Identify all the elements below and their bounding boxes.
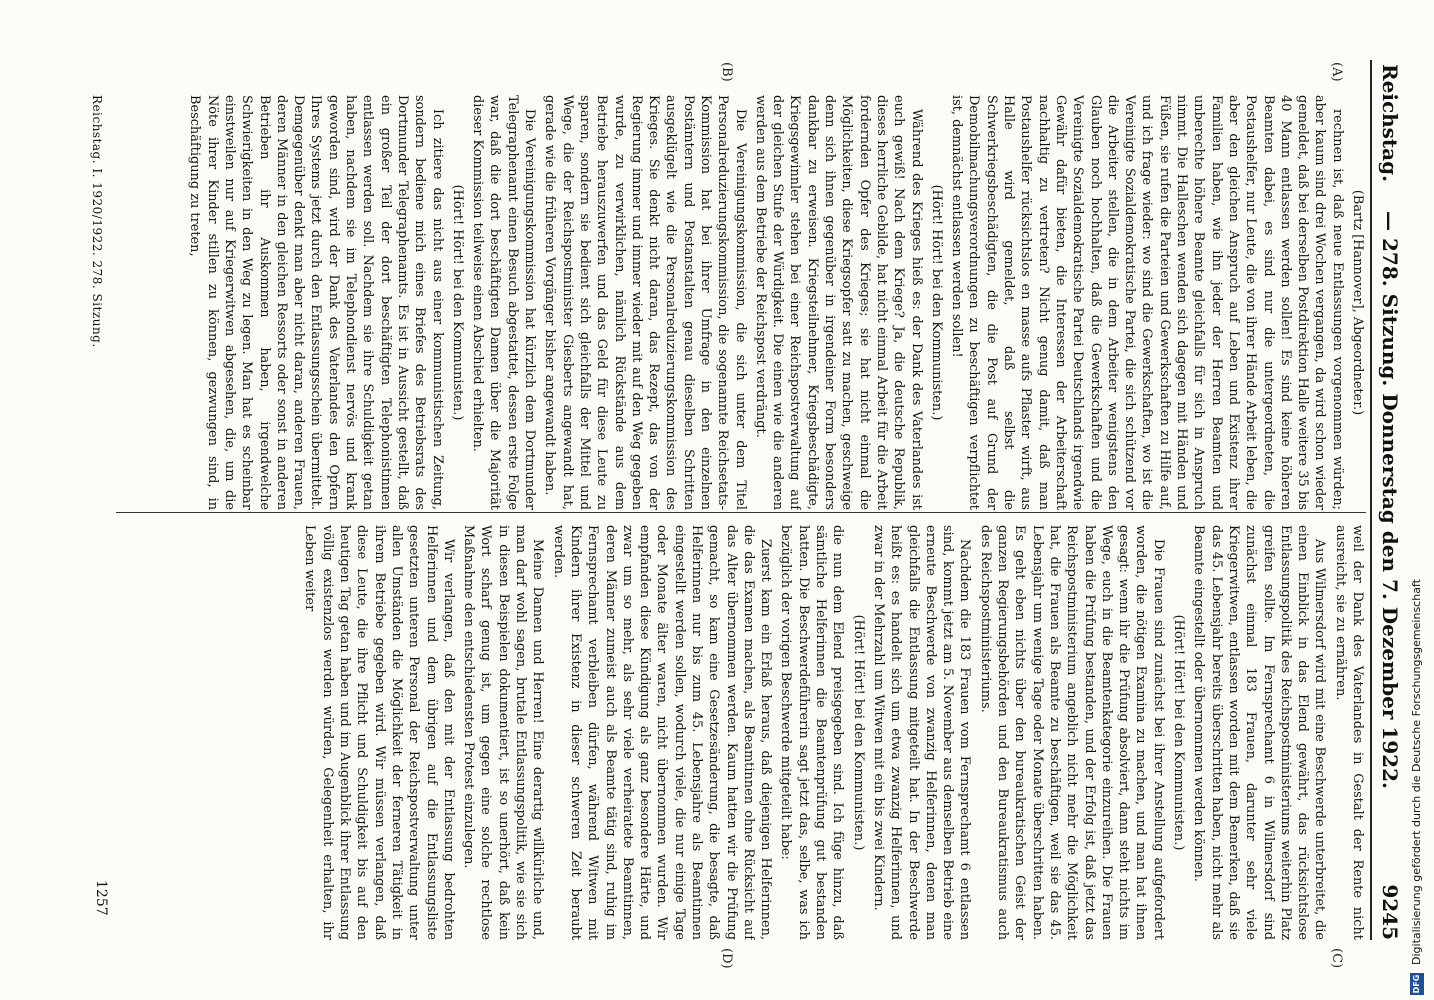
margin-note-c: (C) <box>1329 948 1344 969</box>
paragraph: Während des Krieges hieß es: der Dank des Vaterlandes ist euch gewiß! Nach dem Kriege? Ja, die deutsche Republik, dieses herrliche Gebilde, hat nicht einmal Arbeit für die Arbeit fordernden Opfer des Krieges; sie hat nicht einmal die Möglichkeiten, diese Kriegsopfer satt zu machen, geschweige denn sich ihnen gegenüber in irgendeiner Form besonders dankbar zu erweisen. Kriegsteilnehmer, Kriegsbeschädigte, Kriegsgewinnler stehen bei einer Reichspostverwaltung auf der gleichen Stufe der Würdigkeit. Die einen wie die anderen werden aus dem Betriebe der Reichspost verdrängt. <box>752 95 924 510</box>
digitization-credit-line <box>1402 5 1432 995</box>
margin-note-b: (B) <box>719 62 734 82</box>
paragraph: Meine Damen und Herren! Eine derartig willkürliche und, man darf wohl sagen, brutale Entlassungspolitik, wie sie sich in diesen Beispielen dokumentiert, ist so unerhört, daß kein Wort scharf genug ist, um gegen eine solche rechtlose Maßnahme den entschiedensten Protest einzulegen. <box>461 525 546 940</box>
paragraph: Zuerst kam ein Erlaß heraus, daß diejenigen Helferinnen, die das Examen machen, als Beamtinnen ohne Rücksicht auf das Alter übernommen werden. Kaum hatten wir die Prüfung gemacht, so kam eine Gesetzesänderung, die besagte, daß Helferinnen nur bis zum 45. Lebensjahre als Beamtinnen eingestellt werden sollen, wodurch viele, die nur einige Tage oder Monate älter waren, nicht übernommen wurden. Wir empfanden diese Kündigung als ganz besondere Härte, und zwar um so mehr, als sehr viele verheiratete Beamtinnen, deren Männer zumeist auch als Beamte tätig sind, ruhig im Fernsprechamt verbleiben dürfen, während Witwen mit Kindern ihrer Existenz in dieser schweren Zeit beraubt werden. <box>550 525 774 940</box>
header-left: Reichstag. <box>1378 64 1402 183</box>
paragraph: Die Vereinigungskommission hat kürzlich dem Dortmunder Telegraphenamt einen Besuch abgestattet, dessen erste Folge war, daß die dort beschäftigten Damen über die Majorität dieser Kommission teilweise einen Abschied erhielten. <box>470 95 538 510</box>
dfg-logo-icon: DFG <box>1410 973 1424 995</box>
paragraph: (Hört! Hört! bei den Kommunisten.) <box>850 614 866 851</box>
paragraph: Wir verlangen, daß den mit der Entlassung bedrohten Helferinnen und dem übrigen auf die Entlassungsliste gesetzten unteren Personal der Reichspostverwaltung unter allen Umständen die Möglichkeit der ferneren Tätigkeit in ihrem Betriebe gegeben wird. Wir müssen verlangen, daß diese Leute, die ihre Pflicht und Schuldigkeit bis auf den heutigen Tag getan haben und im Augenblick ihrer Entlassung völlig existenzlos werden würden, Gelegenheit erhalten, ihr Leben weiter <box>302 525 456 940</box>
digitization-sidebar <box>1401 0 1431 1000</box>
paragraph: die nun dem Elend preisgegeben sind. Ich füge hinzu, daß sämtliche Helferinnen die Beamtenprüfung gut bestanden hatten. Die Beschwerdeführerin sagt jetzt das, selbe, was ich bezüglich der vorigen Beschwerde mitgeteilt habe: <box>778 525 846 940</box>
paragraph: (Hört! Hört! bei den Kommunisten.) <box>928 184 944 421</box>
paragraph: Aus Wilmersdorf wird mit eine Beschwerde unterbreitet, die einen Einblick in das Elend gewährt, das rücksichtslose Entlassungspolitik des Reichspostministeriums weiterhin Platz greifen sollte. Im Fernsprechamt 6 in Wilmersdorf sind zunächst einmal 183 Frauen, darunter sehr viele Kriegerwitwen, entlassen worden mit dem Bemerken, daß sie das 45. Lebensjahr bereits überschritten haben, nicht mehr als Beamte eingestellt oder übernommen werden können. <box>1191 525 1328 940</box>
paragraph: Die Vereinigungskommission, die sich unter dem Titel Personalreduzierungskommission, die sogenannte Reichsetats-Kommission hat bei ihrer Umfrage in den einzelnen Postämtern und Postanstalten genau dieselben Schritten ausgeklügelt wie die Personalreduzierungskommission des Krieges. Sie denkt nicht daran, das Rezept, das von der Regierung immer und immer wieder mit auf den Weg gegeben wurde, zu verwirklichen, nämlich Rückstände aus dem Betriebe herauszuwerfen und das Geld für diese Leute zu sparen, sondern sie bedient sich gleichfalls der Mittel und Wege, die der Reichspostminister Giesberts angewandt hat, gerade wie die früheren Vorgänger bisher angewandt haben. <box>542 95 748 510</box>
paragraph: Nachdem die 183 Frauen vom Fernsprechamt 6 entlassen sind, kommt jetzt am 5. November aus demselben Betrieb eine erneute Beschwerde von zwanzig Helferinnen, denen man gleichfalls die Entlassung mitgeteilt hat. In der Beschwerde heißt es: es handelt sich um etwa zwanzig Helferinnen, und zwar in der Mehrzahl um Witwen mit ein bis zwei Kindern. <box>870 525 973 940</box>
header-center: — 278. Sitzung. Donnerstag den 7. Dezember 1922. <box>1378 211 1402 789</box>
paragraph: rechnen ist, daß neue Entlassungen vorgenommen würden; aber kaum sind drei Wochen vergangen, da wird schon wieder gemeldet, daß bei derselben Postdirektion Halle weitere 35 bis 40 Mann entlassen werden sollen! Es sind keine höheren Beamten dabei, es sind nur die untergeordneten, die Postaushelfer, nur Leute, die von ihrer Hände Arbeit leben, die aber den gleichen Anspruch auf Leben und Existenz ihrer Familien haben, wie ihn jeder der Herren Beamten und unberechte höhere Beamte gleichfalls für sich in Anspruch nimmt. Die Halleschen wenden sich dagegen mit Händen und Füßen, sie rufen die Parteien und Gewerkschaften zu Hilfe auf, und ich frage wieder: wo sind die Gewerkschaften, wo ist die Vereinigte Sozialdemokratische Partei, die sich schützend vor die Arbeiter stellen, die in dem Arbeiter wenigstens den Glauben noch hochhalten, daß die Gewerkschaften und die Vereinigte Sozialdemokratische Partei Deutschlands irgendwie Gewähr dafür bieten, die Interessen der Arbeiterschaft nachhaltig zu vertreten? Nicht genug damit, daß man Postaushelfer rücksichtslos en masse aufs Pflaster wirft, aus Halle wird gemeldet, daß selbst die Schwerkriegsbeschädigten, die die Post auf Grund der Demobilmachungsverordnungen zu beschäftigen verpflichtet ist, demnächst entlassen werden sollen! <box>949 95 1345 510</box>
page-footer: Reichstag. I. 1920/1922. 278. Sitzung. <box>90 95 104 348</box>
paragraph: weil der Dank des Vaterlandes in Gestalt der Rente nicht ausreicht, sie zu ernähren. <box>1332 525 1365 940</box>
column-divider <box>116 512 1366 513</box>
header-page-number: 9245 <box>1378 884 1402 940</box>
right-text-column <box>111 525 1366 940</box>
folio-number: 1257 <box>93 880 109 916</box>
paragraph: Die Frauen sind zunächst bei ihrer Anstellung aufgefordert worden, die nötigen Examina zu machen, und man hat ihnen gesagt: wenn ihr die Prüfung absolviert, dann steht nichts im Wege, euch in die Beamtenkategorie einzureihen. Die Frauen haben die Prüfung bestanden, und der Erfolg ist, daß jetzt das Reichspostministerium angeblich nicht mehr die Möglichkeit hat, die Frauen als Beamte zu beschäftigen, weil sie das 45. Lebensjahr um wenige Tage oder Monate überschritten haben. Es geht eben nichts über den bureaukratischen Geist der ganzen Regierungsbehörden und den Bureaukratismus auch des Reichspostministeriums. <box>977 525 1166 940</box>
paragraph: (Bartz [Hannover], Abgeordneter.) <box>1350 189 1365 416</box>
digitization-credit: Digitalisierung gefördert durch die Deutsche Forschungsgemeinschaft <box>1410 579 1423 965</box>
paragraph: (Hört! Hört! bei den Kommunisten.) <box>1171 614 1187 851</box>
margin-note-d: (D) <box>719 948 734 969</box>
left-text-column <box>111 95 1366 510</box>
margin-note-a: (A) <box>1329 62 1344 82</box>
paragraph: Ich zitiere das nicht aus einer kommunistischen Zeitung, sondern bediene mich eines Briefes des Betriebsrats des Dortmunder Telegraphenamts. Es ist in Aussicht gestellt, daß ein großer Teil der dort beschäftigten Telephonistinnen entlassen werden soll. Nachdem sie ihre Schuldigkeit getan haben, nachdem sie im Telephondienst nervös und krank geworden sind, wird der Dank des Vaterlandes den Opfern Ihres Systems jetzt durch den Entlassungsschein übermittelt. Demgegenüber denkt man aber nicht daran, anderen Frauen, deren Männer in den gleichen Ressorts oder sonst in anderen Betrieben ihr Auskommen haben, irgendwelche Schwierigkeiten in den Weg zu legen. Man hat es scheinbar einstweilen nur auf Kriegerwitwen abgesehen, die, um die Nöte ihrer Kinder stillen zu können, gezwungen sind, in Beschäftigung zu treten, <box>187 95 445 510</box>
paragraph: (Hört! Hört! bei den Kommunisten.) <box>449 184 465 421</box>
